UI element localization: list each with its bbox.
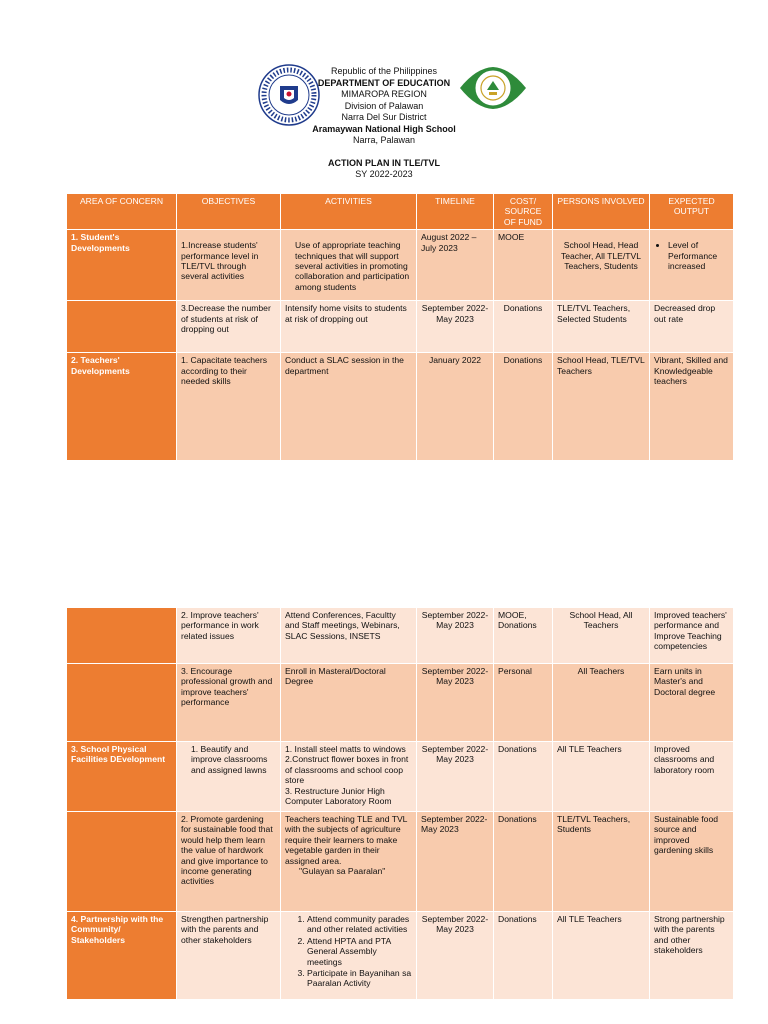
table-row: [67, 301, 734, 353]
cell-area: [67, 301, 177, 353]
activity-item: 1. Attend community parades and other related activities: [307, 914, 412, 935]
cell-timeline: September 2022-May 2023: [417, 301, 494, 353]
cell-activity: Use of appropriate teaching techniques that will support several activities in promoting collaboration and participation among students: [281, 230, 417, 301]
cell-objective: 2. Promote gardening for sustainable food that would help them learn the value of hardwork and give importance to income generating activities: [177, 812, 281, 912]
cell-objective: 1.Increase students' performance level in TLE/TVL through several activities: [177, 230, 281, 301]
activity-line: 1. Install steel matts to windows: [285, 744, 406, 754]
cell-cost: Donations: [494, 353, 553, 461]
cell-objective: Strengthen partnership with the parents and other stakeholders: [177, 912, 281, 1000]
activity-text: Teachers teaching TLE and TVL with the subjects of agriculture require their learners to make vegetable garden in their assigned area.: [285, 814, 408, 866]
table-row: [67, 608, 734, 664]
action-plan-table-part1: [66, 193, 734, 461]
table-row: [67, 812, 734, 912]
activity-item: 2. Attend HPTA and PTA General Assembly meetings: [307, 936, 412, 967]
header-location: Narra, Palawan: [352, 135, 416, 145]
cell-activity: [281, 912, 417, 1000]
header-school: Aramaywan National High School: [312, 123, 456, 134]
cell-output: Improved classrooms and laboratory room: [650, 742, 734, 812]
activity-line: 2.Construct flower boxes in front of classrooms and school coop store: [285, 754, 409, 786]
cell-output: Earn units in Master's and Doctoral degree: [650, 664, 734, 742]
cell-timeline: September 2022-May 2023: [417, 912, 494, 1000]
cell-objective: 1. Beautify and improve classrooms and assigned lawns: [177, 742, 281, 812]
activity-quote: "Gulayan sa Paaralan": [299, 866, 386, 877]
cell-output: Sustainable food source and improved gardening skills: [650, 812, 734, 912]
cell-persons: All TLE Teachers: [553, 742, 650, 812]
col-header-cost: COST/ SOURCE OF FUND: [494, 194, 553, 230]
letterhead: [284, 66, 484, 147]
title-main: ACTION PLAN IN TLE/TVL: [328, 158, 440, 168]
header-region: MIMAROPA REGION: [341, 89, 427, 99]
output-bullet: • Level of Performance increased: [668, 240, 729, 271]
header-department: DEPARTMENT OF EDUCATION: [317, 77, 451, 88]
table-row: [67, 353, 734, 461]
cell-persons: TLE/TVL Teachers, Selected Students: [553, 301, 650, 353]
cell-objective: 3.Decrease the number of students at risk of dropping out: [177, 301, 281, 353]
title-school-year: SY 2022-2023: [355, 169, 413, 179]
table-row: [67, 230, 734, 301]
cell-objective: 2. Improve teachers' performance in work related issues: [177, 608, 281, 664]
cell-cost: Donations: [494, 812, 553, 912]
action-plan-table-part2: [66, 607, 734, 1000]
cell-area: 1. Student's Developments: [67, 230, 177, 301]
cell-activity: [281, 812, 417, 912]
cell-activity: Attend Conferences, Facultty and Staff meetings, Webinars, SLAC Sessions, INSETS: [281, 608, 417, 664]
cell-activity: [281, 742, 417, 812]
cell-objective: 3. Encourage professional growth and improve teachers' performance: [177, 664, 281, 742]
header-republic: Republic of the Philippines: [330, 66, 438, 76]
cell-activity: Intensify home visits to students at risk of dropping out: [281, 301, 417, 353]
cell-persons: All TLE Teachers: [553, 912, 650, 1000]
cell-persons: TLE/TVL Teachers, Students: [553, 812, 650, 912]
cell-area: 2. Teachers' Developments: [67, 353, 177, 461]
col-header-activities: ACTIVITIES: [281, 194, 417, 230]
cell-persons: All Teachers: [553, 664, 650, 742]
table-row: [67, 664, 734, 742]
cell-output: Improved teachers' performance and Improve Teaching competencies: [650, 608, 734, 664]
table-row: [67, 912, 734, 1000]
cell-persons: School Head, All Teachers: [553, 608, 650, 664]
cell-timeline: September 2022-May 2023: [417, 812, 494, 912]
cell-persons: School Head, TLE/TVL Teachers: [553, 353, 650, 461]
col-header-output: EXPECTED OUTPUT: [650, 194, 734, 230]
cell-timeline: January 2022: [417, 353, 494, 461]
cell-output: Strong partnership with the parents and other stakeholders: [650, 912, 734, 1000]
cell-timeline: September 2022-May 2023: [417, 742, 494, 812]
cell-objective: 1. Capacitate teachers according to their needed skills: [177, 353, 281, 461]
activity-line: 3. Restructure Junior High Computer Laboratory Room: [285, 785, 392, 807]
cell-cost: MOOE, Donations: [494, 608, 553, 664]
cell-area: [67, 812, 177, 912]
cell-timeline: September 2022-May 2023: [417, 664, 494, 742]
cell-cost: MOOE: [494, 230, 553, 301]
col-header-area: AREA OF CONCERN: [67, 194, 177, 230]
col-header-objectives: OBJECTIVES: [177, 194, 281, 230]
col-header-persons: PERSONS INVOLVED: [553, 194, 650, 230]
cell-timeline: August 2022 – July 2023: [417, 230, 494, 301]
cell-output: Decreased drop out rate: [650, 301, 734, 353]
cell-activity: Enroll in Masteral/Doctoral Degree: [281, 664, 417, 742]
cell-cost: Donations: [494, 301, 553, 353]
activity-item: 3. Participate in Bayanihan sa Paaralan Activity: [307, 968, 412, 989]
table-row: [67, 742, 734, 812]
cell-activity: Conduct a SLAC session in the department: [281, 353, 417, 461]
document-title: [284, 158, 484, 180]
cell-output: [650, 230, 734, 301]
col-header-timeline: TIMELINE: [417, 194, 494, 230]
cell-area: [67, 664, 177, 742]
table-header-row: [67, 194, 734, 230]
cell-output: Vibrant, Skilled and Knowledgeable teachers: [650, 353, 734, 461]
cell-area: 3. School Physical Facilities DEvelopment: [67, 742, 177, 812]
header-division: Division of Palawan: [344, 100, 424, 111]
header-district: Narra Del Sur District: [341, 112, 427, 122]
cell-timeline: September 2022-May 2023: [417, 608, 494, 664]
cell-cost: Donations: [494, 912, 553, 1000]
cell-cost: Personal: [494, 664, 553, 742]
cell-area: [67, 608, 177, 664]
cell-persons: School Head, Head Teacher, All TLE/TVL Teachers, Students: [553, 230, 650, 301]
cell-area: 4. Partnership with the Community/ Stakeholders: [67, 912, 177, 1000]
cell-cost: Donations: [494, 742, 553, 812]
